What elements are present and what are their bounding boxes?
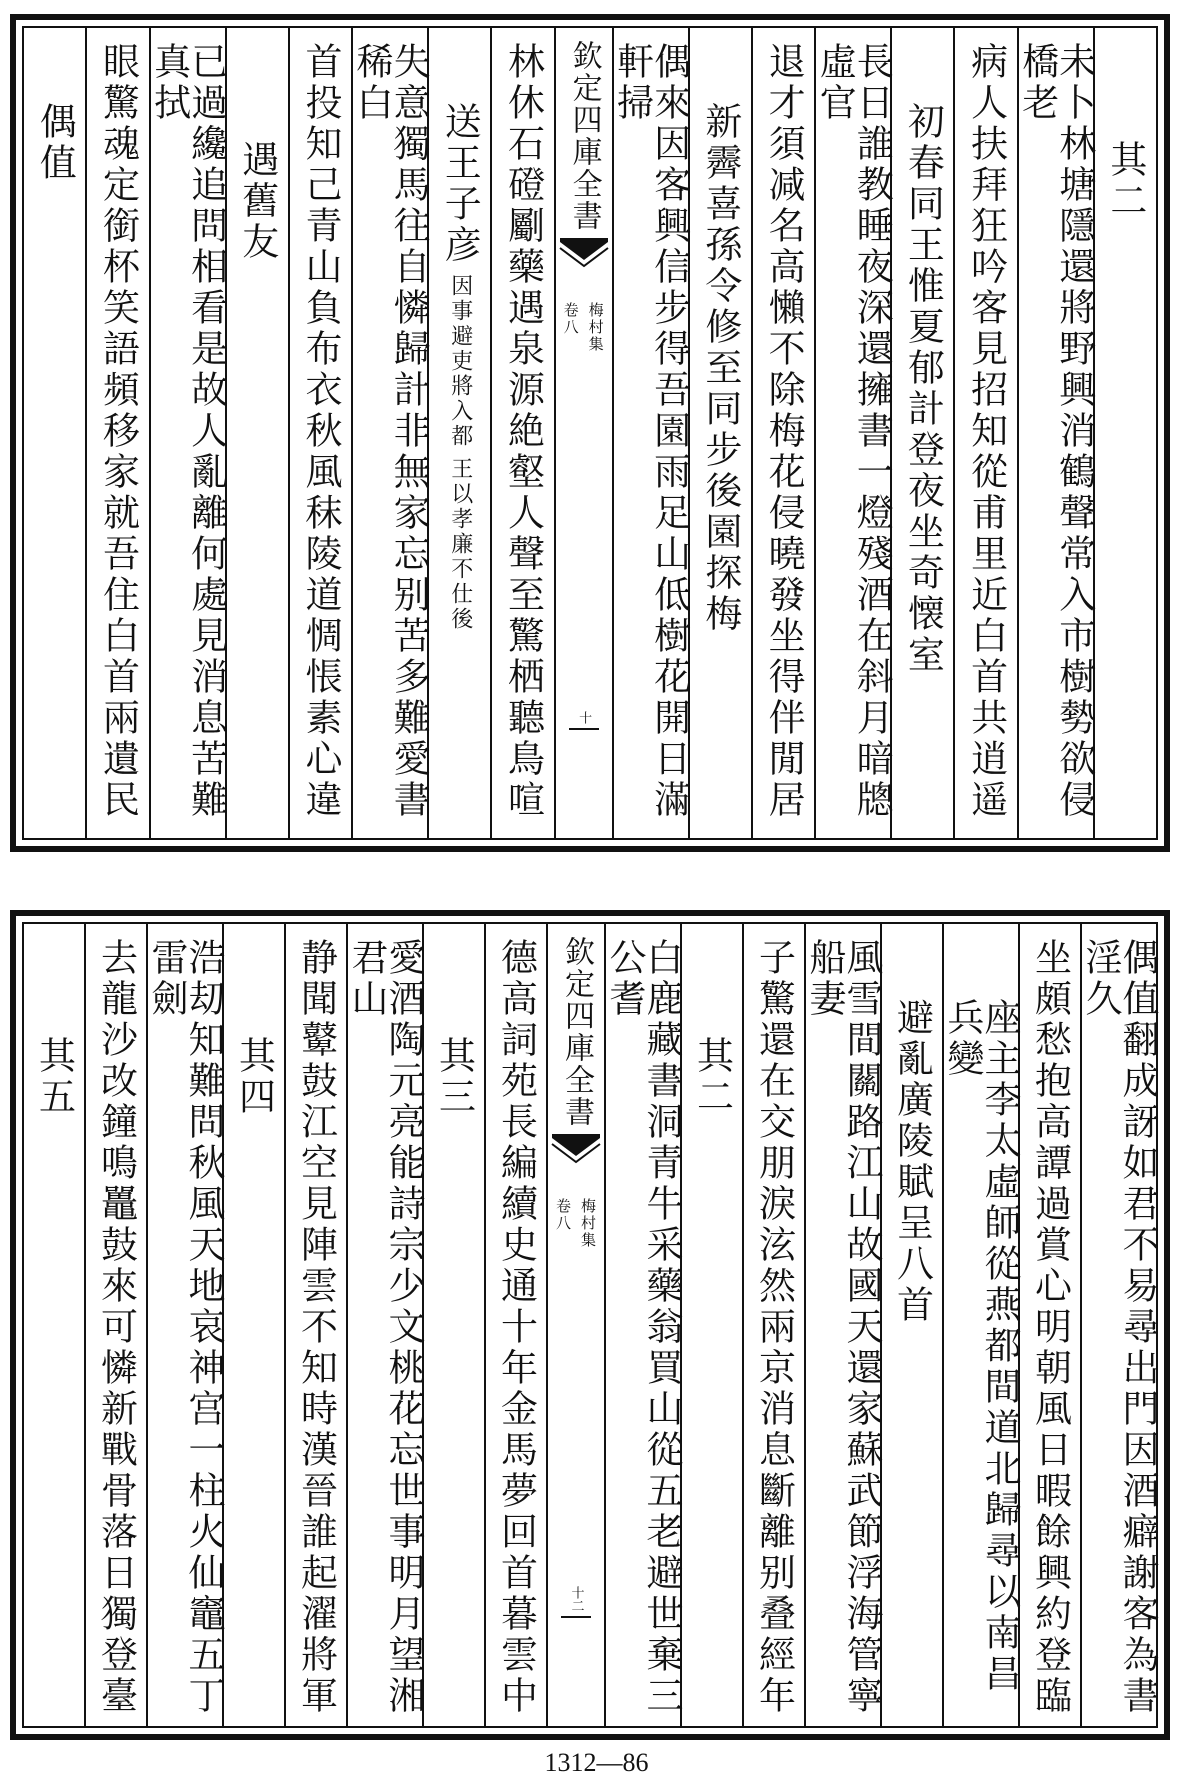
note-line: 王以孝廉不仕後 xyxy=(447,457,473,632)
text-column xyxy=(610,28,691,838)
column-text: 病人扶拜狂吟客見招知從甫里近白首共逍遥 xyxy=(964,42,1008,821)
column-text: 已過纔追問相看是故人亂離何處見消息苦難真拭 xyxy=(147,42,228,821)
banner-rule xyxy=(569,728,599,730)
page-footer-number: 1312—86 xyxy=(544,1748,649,1777)
banner-collection-title: 梅村集 xyxy=(586,302,605,353)
text-column xyxy=(350,28,431,838)
column-text: 坐頗愁抱高譚過賞心明朝風日暇餘興約登臨 xyxy=(1028,938,1072,1717)
text-column xyxy=(941,924,1021,1726)
column-text: 静聞鼙鼓江空見陣雲不知時漢晉誰起濯將軍 xyxy=(294,938,338,1717)
banner-rule xyxy=(561,1616,591,1618)
top-page-panel xyxy=(10,14,1170,852)
column-text: 初春同王惟夏郁計登夜坐奇懐室 xyxy=(901,102,945,676)
fishtail-icon xyxy=(552,1134,600,1164)
text-column xyxy=(284,924,346,1726)
banner-page-number: 十 xyxy=(576,711,592,724)
column-text: 首投知己青山負布衣秋風秣陵道惆悵素心違 xyxy=(299,42,343,821)
column-text: 林休石磴劚藥遇泉源絶壑人聲至驚栖聽鳥喧 xyxy=(501,42,545,821)
text-column xyxy=(742,924,804,1726)
column-text: 偶值 xyxy=(33,102,77,184)
text-column xyxy=(24,28,85,838)
text-column xyxy=(751,28,814,838)
banner-collection-title: 梅村集 xyxy=(579,1198,597,1249)
text-column xyxy=(1079,924,1159,1726)
text-column xyxy=(345,924,425,1726)
column-text: 其二 xyxy=(1103,140,1147,222)
text-column xyxy=(680,924,742,1726)
banner-title: 欽定四庫全書 xyxy=(559,936,594,1128)
column-text: 其三 xyxy=(432,1036,476,1118)
text-column xyxy=(688,28,751,838)
text-column xyxy=(813,28,894,838)
column-text: 愛酒陶元亮能詩宗少文桃花忘世事明月望湘君山 xyxy=(345,938,425,1717)
column-text: 去龍沙改鐘鳴鼉鼓來可憐新戰骨落日獨登臺 xyxy=(94,938,138,1717)
text-column xyxy=(145,924,225,1726)
text-column xyxy=(484,924,546,1726)
text-column xyxy=(422,924,484,1726)
banner-page-number: 十二 xyxy=(568,1586,584,1612)
banner-volume: 卷八 xyxy=(554,1198,572,1232)
column-text: 其五 xyxy=(32,1036,76,1118)
banner-collection-name xyxy=(553,1198,599,1249)
interlinear-note xyxy=(449,274,471,632)
column-text: 德高詞苑長編續史通十年金馬夢回首暮雲中 xyxy=(494,938,538,1717)
header-banner xyxy=(554,28,612,838)
top-page-columns xyxy=(22,26,1158,840)
column-text: 浩刧知難問秋風天地哀神宫一柱火仙竈五丁雷劍 xyxy=(145,938,225,1717)
text-column xyxy=(225,28,288,838)
banner-volume: 卷八 xyxy=(561,302,580,336)
column-text: 新霽喜孫令修至同步後園探梅 xyxy=(698,102,742,635)
text-column xyxy=(1018,924,1080,1726)
text-column xyxy=(24,924,84,1726)
text-column xyxy=(84,924,146,1726)
text-column xyxy=(1093,28,1156,838)
bottom-page-panel xyxy=(10,910,1170,1740)
banner-collection-name xyxy=(561,302,607,353)
column-text: 避亂廣陵賦呈八首 xyxy=(890,998,934,1326)
text-column xyxy=(953,28,1016,838)
column-text: 送王子彦 xyxy=(438,102,482,266)
column-text: 子驚還在交朋淚泫然兩京消息斷離别叠經年 xyxy=(752,938,796,1717)
header-banner xyxy=(546,924,604,1726)
text-column xyxy=(603,924,683,1726)
column-text: 眼驚魂定銜杯笑語頻移家就吾住白首兩遺民 xyxy=(96,42,140,821)
column-text: 遇舊友 xyxy=(235,140,279,263)
column-text: 白鹿藏書洞青牛采藥翁買山從五老避世棄三公耆 xyxy=(603,938,683,1717)
text-column xyxy=(890,28,953,838)
column-text: 座主李太虛師從燕都間道北歸尋以南昌兵變 xyxy=(941,998,1021,1695)
column-text: 未卜林塘隱還將野興消鶴聲常入市樹勢欲侵橋老 xyxy=(1015,42,1096,821)
text-column xyxy=(147,28,228,838)
text-column xyxy=(490,28,553,838)
text-column xyxy=(85,28,148,838)
text-column xyxy=(288,28,351,838)
column-text: 偶值翻成訝如君不易尋出門因酒癖謝客為書淫久 xyxy=(1079,938,1159,1717)
column-text: 長日誰教睡夜深還擁書一燈殘酒在斜月暗牕虛官 xyxy=(813,42,894,821)
fishtail-icon xyxy=(560,238,608,268)
text-column xyxy=(427,28,490,838)
column-text: 其二 xyxy=(690,1036,734,1118)
text-column xyxy=(1015,28,1096,838)
column-text: 風雪間關路江山故國天還家蘇武節浮海管寧船妻 xyxy=(803,938,883,1717)
column-text: 退才須减名高懶不除梅花侵曉發坐得伴閒居 xyxy=(762,42,806,821)
text-column xyxy=(222,924,284,1726)
column-text: 失意獨馬往自憐歸計非無家忘别苦多難愛書稀白 xyxy=(350,42,431,821)
note-line: 因事避吏將入都 xyxy=(447,274,473,449)
column-text: 其四 xyxy=(232,1036,276,1118)
text-column xyxy=(880,924,942,1726)
bottom-page-columns xyxy=(22,922,1158,1728)
text-column xyxy=(803,924,883,1726)
banner-title: 欽定四庫全書 xyxy=(566,40,602,232)
column-text: 偶來因客興信步得吾園雨足山低樹花開日滿軒掃 xyxy=(610,42,691,821)
